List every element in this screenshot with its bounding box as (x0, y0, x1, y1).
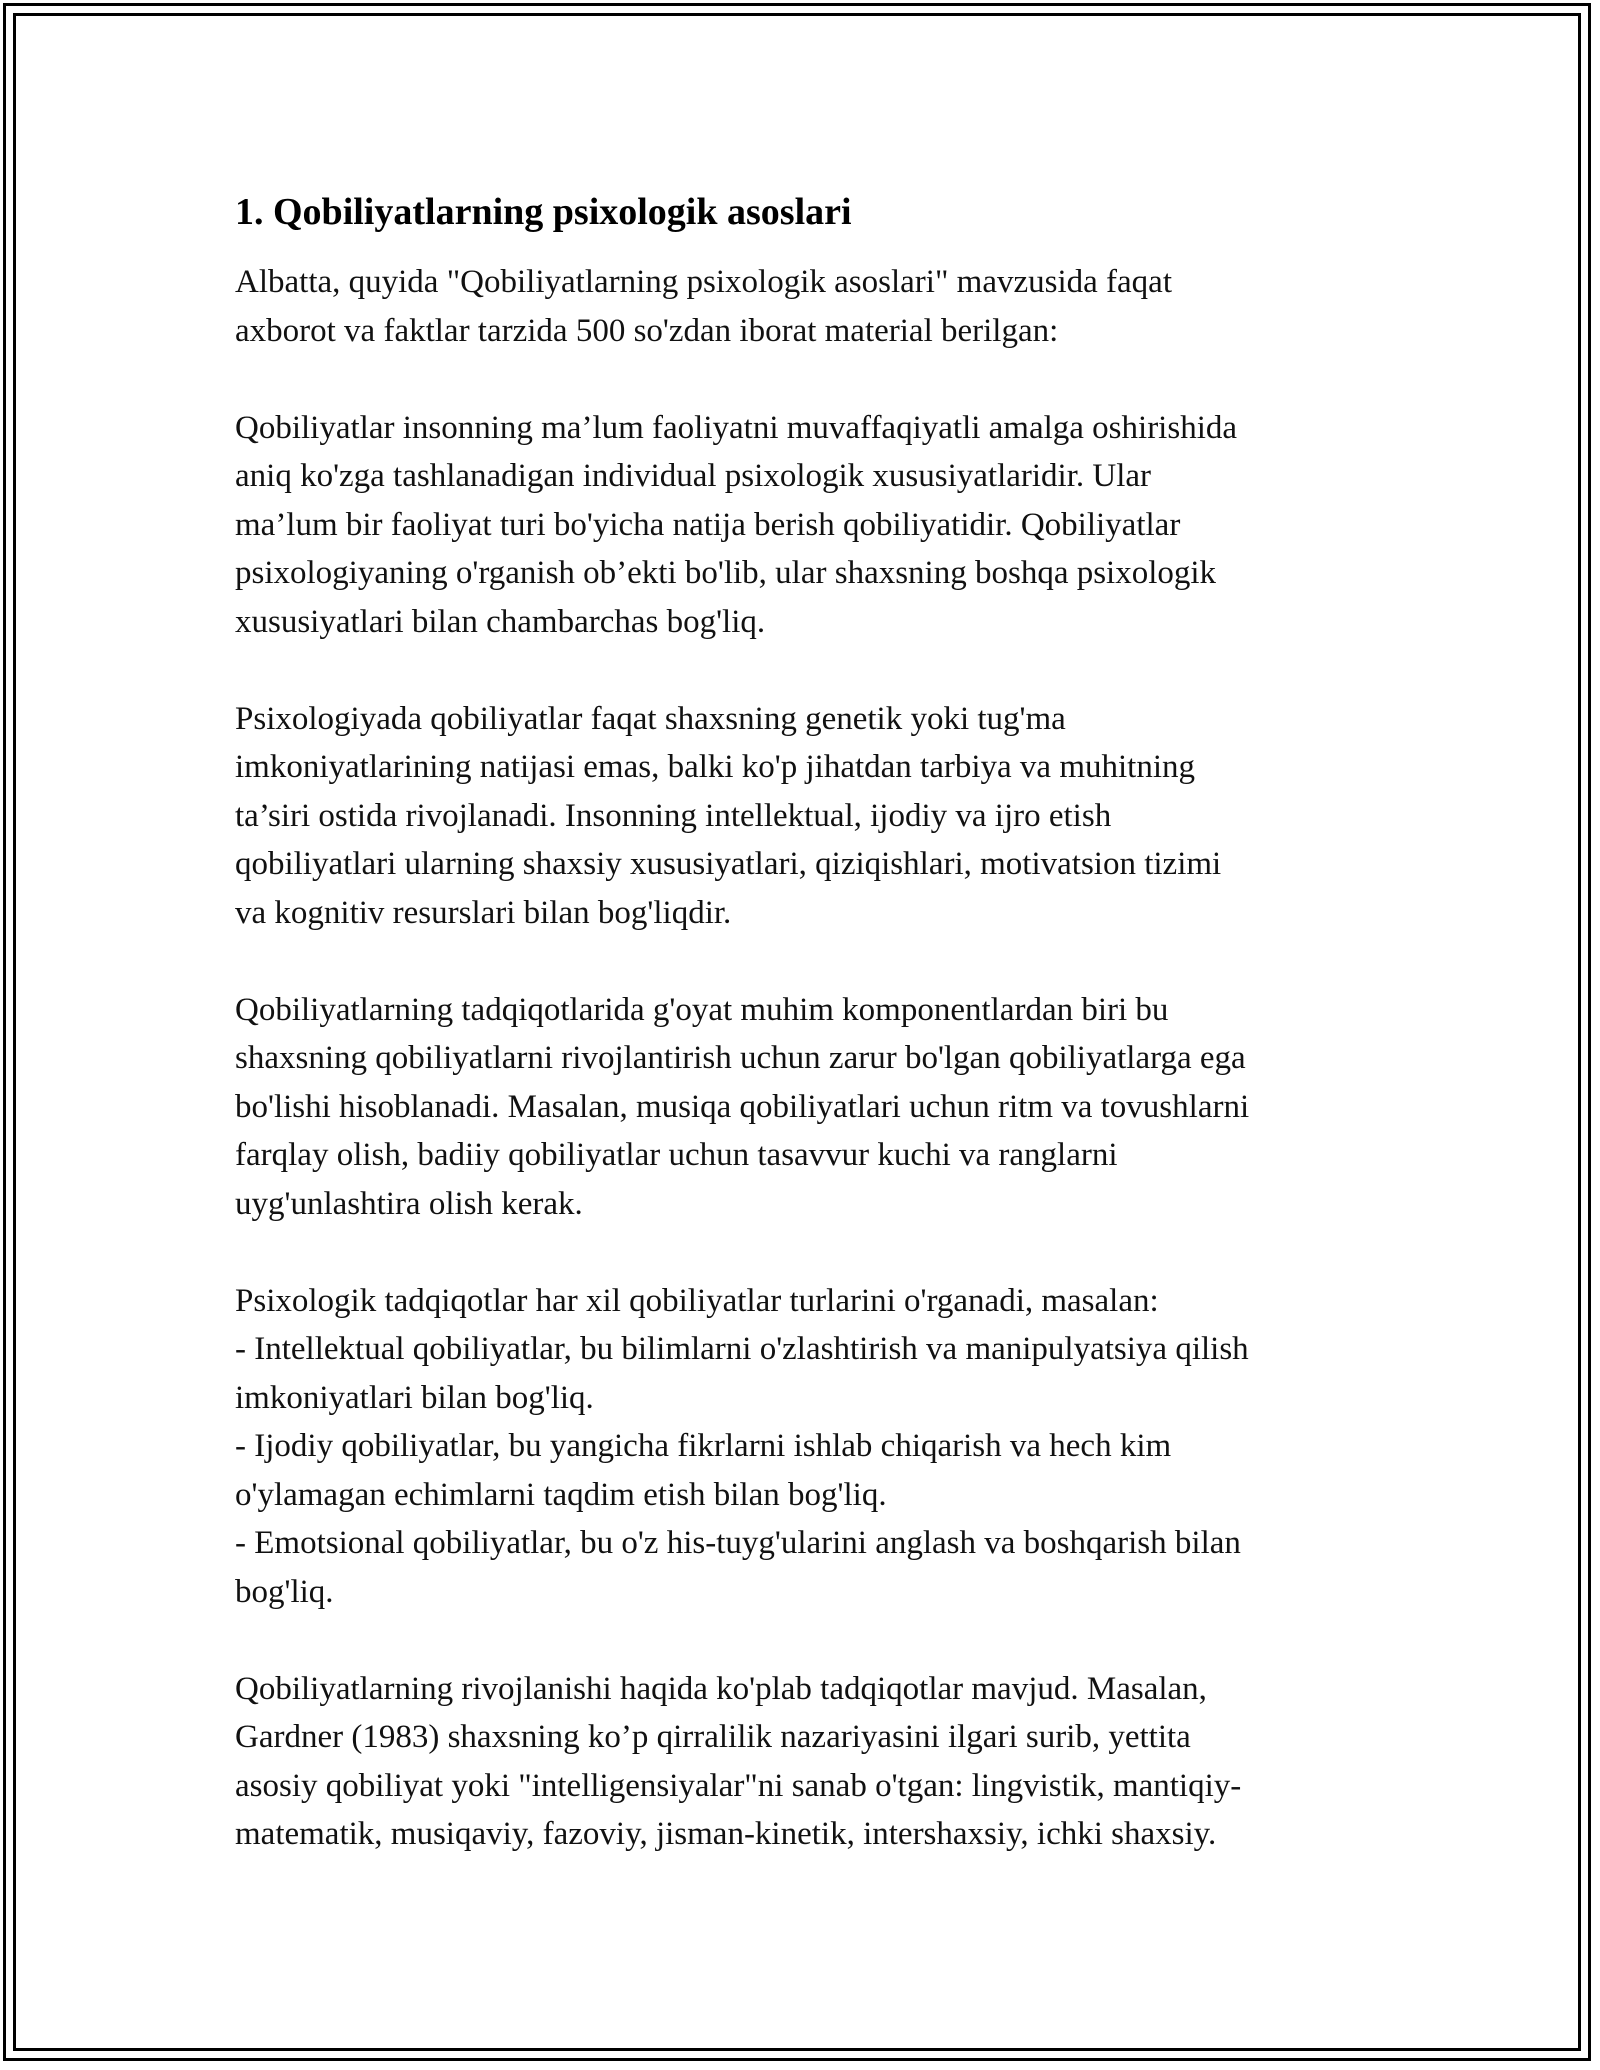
paragraph-components: Qobiliyatlarning tadqiqotlarida g'oyat muhim komponentlardan biri bu shaxsning qobiliyatlarni rivojlantirish uchun zarur bo'lgan qobiliyatlarga ega bo'lishi hisoblanadi. Masalan, musiqa qobiliyatlari uchun ritm va tovushlarni farqlay olish, badiiy qobiliyatlar uchun tasavvur kuchi va ranglarni uyg'unlashtira olish kerak. (235, 991, 1250, 1222)
document-body (235, 186, 1375, 1859)
page-title: 1. Qobiliyatlarning psixologik asoslari (235, 191, 852, 233)
list-item-intellectual: - Intellektual qobiliyatlar, bu bilimlarni o'zlashtirish va manipulyatsiya qilish imkoniyatlari bilan bog'liq. (235, 1331, 1249, 1416)
paragraph-spacer (235, 1228, 1375, 1277)
list-item-emotional: - Emotsional qobiliyatlar, bu o'z his-tuyg'ularini anglash va boshqarish bilan bog'liq. (235, 1525, 1241, 1610)
paragraph-spacer (235, 355, 1375, 404)
paragraph-definition: Qobiliyatlar insonning ma’lum faoliyatni muvaffaqiyatli amalga oshirishida aniq ko'zga tashlanadigan individual psixologik xususiyatlaridir. Ular ma’lum bir faoliyat turi bo'yicha natija berish qobiliyatidir. Qobiliyatlar psixologiyaning o'rganish ob’ekti bo'lib, ular shaxsning boshqa psixologik xususiyatlari bilan chambarchas bog'liq. (235, 409, 1238, 640)
paragraph-types-intro: Psixologik tadqiqotlar har xil qobiliyatlar turlarini o'rganadi, masalan: (235, 1282, 1159, 1319)
intro-paragraph: Albatta, quyida "Qobiliyatlarning psixologik asoslari" mavzusida faqat axborot va faktlar tarzida 500 so'zdan iborat material berilgan: (235, 264, 1172, 349)
list-item-creative: - Ijodiy qobiliyatlar, bu yangicha fikrlarni ishlab chiqarish va hech kim o'ylamagan echimlarni taqdim etish bilan bog'liq. (235, 1428, 1172, 1513)
paragraph-spacer (235, 1616, 1375, 1665)
paragraph-spacer (235, 937, 1375, 986)
paragraph-development: Psixologiyada qobiliyatlar faqat shaxsning genetik yoki tug'ma imkoniyatlarining natijasi emas, balki ko'p jihatdan tarbiya va muhitning ta’siri ostida rivojlanadi. Insonning intellektual, ijodiy va ijro etish qobiliyatlari ularning shaxsiy xususiyatlari, qiziqishlari, motivatsion tizimi va kognitiv resurslari bilan bog'liqdir. (235, 700, 1222, 931)
paragraph-gardner: Qobiliyatlarning rivojlanishi haqida ko'plab tadqiqotlar mavjud. Masalan, Gardner (1983) shaxsning ko’p qirralilik nazariyasini ilgari surib, yettita asosiy qobiliyat yoki "intelligensiyalar"ni sanab o'tgan: lingvistik, mantiqiy- matematik, musiqaviy, fazoviy, jisman-kinetik, intershaxsiy, ichki shaxsiy. (235, 1670, 1242, 1852)
paragraph-spacer (235, 646, 1375, 695)
